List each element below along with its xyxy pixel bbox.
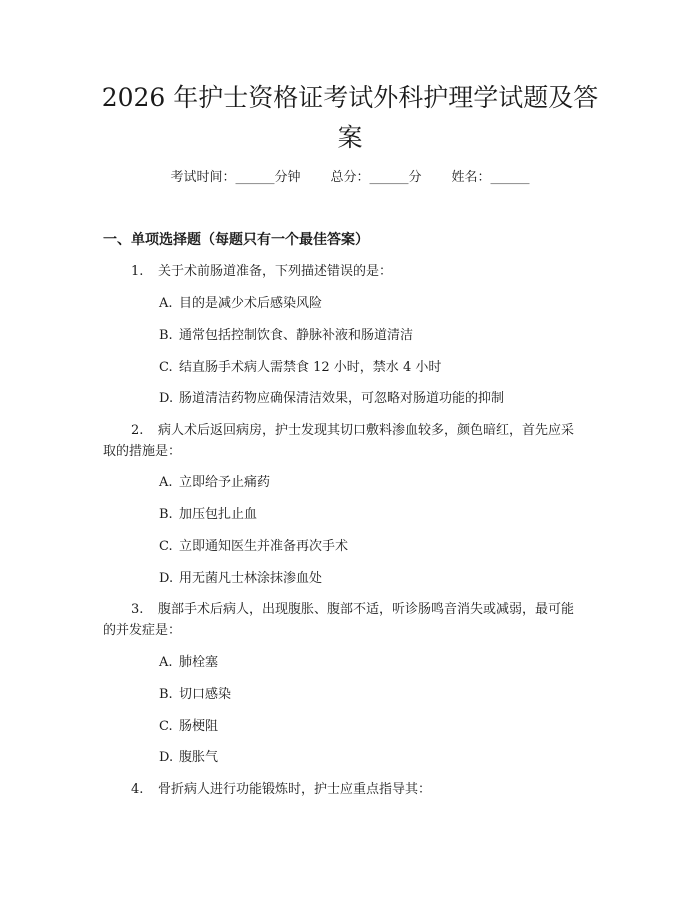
option-text: 切口感染 xyxy=(179,687,232,702)
option-text: 肠梗阻 xyxy=(179,719,219,734)
option-letter: A. xyxy=(159,475,173,490)
option-text: 立即通知医生并准备再次手术 xyxy=(179,539,349,554)
question-number: 4. xyxy=(131,782,144,797)
option-3a xyxy=(159,653,218,673)
question-text: 腹部手术后病人，出现腹胀、腹部不适，听诊肠鸣音消失或减弱，最可能 xyxy=(158,602,575,617)
option-letter: B. xyxy=(159,687,173,702)
total-score-label: 总分： xyxy=(330,170,370,185)
option-letter: B. xyxy=(159,507,173,522)
question-text: 关于术前肠道准备，下列描述错误的是： xyxy=(158,264,393,279)
option-text: 目的是减少术后感染风险 xyxy=(179,296,323,311)
question-2 xyxy=(131,421,574,441)
option-letter: D. xyxy=(159,391,174,406)
option-letter: C. xyxy=(159,360,173,375)
option-2b xyxy=(159,505,257,525)
option-text: 结直肠手术病人需禁食 12 小时，禁水 4 小时 xyxy=(179,360,442,375)
question-4 xyxy=(131,780,431,800)
option-text: 通常包括控制饮食、静脉补液和肠道清洁 xyxy=(179,328,414,343)
option-letter: C. xyxy=(159,719,173,734)
option-letter: B. xyxy=(159,328,173,343)
exam-time-label: 考试时间： xyxy=(170,170,236,185)
option-3d xyxy=(159,748,218,768)
question-1 xyxy=(131,262,392,282)
option-2c xyxy=(159,537,348,557)
option-3c xyxy=(159,717,218,737)
title-line-2: 案 xyxy=(337,123,363,152)
option-1a xyxy=(159,294,322,314)
title-line-1: 2026 年护士资格证考试外科护理学试题及答 xyxy=(101,83,599,112)
option-letter: A. xyxy=(159,655,173,670)
document-title xyxy=(70,78,630,158)
option-2d xyxy=(159,569,322,589)
question-3-continuation: 的并发症是： xyxy=(103,623,182,638)
total-score-unit: 分 xyxy=(408,170,422,185)
question-2-continuation: 取的措施是： xyxy=(103,444,182,459)
option-text: 腹胀气 xyxy=(179,750,219,765)
option-text: 肠道清洁药物应确保清洁效果，可忽略对肠道功能的抑制 xyxy=(179,391,505,406)
question-text: 骨折病人进行功能锻炼时，护士应重点指导其： xyxy=(158,782,432,797)
option-1b xyxy=(159,326,413,346)
section-heading: 一、单项选择题（每题只有一个最佳答案） xyxy=(103,232,369,248)
question-number: 2. xyxy=(131,423,144,438)
option-text: 加压包扎止血 xyxy=(179,507,258,522)
name-label: 姓名： xyxy=(451,170,491,185)
question-number: 3. xyxy=(131,602,144,617)
option-text: 立即给予止痛药 xyxy=(179,475,271,490)
question-text: 病人术后返回病房，护士发现其切口敷料渗血较多，颜色暗红，首先应采 xyxy=(158,423,575,438)
option-2a xyxy=(159,473,270,493)
exam-time-blank: ______ xyxy=(235,170,275,185)
total-score-blank: ______ xyxy=(369,170,409,185)
exam-info xyxy=(0,168,700,188)
question-number: 1. xyxy=(131,264,144,279)
exam-time-unit: 分钟 xyxy=(274,170,301,185)
name-blank: ______ xyxy=(490,170,530,185)
question-3 xyxy=(131,600,574,620)
option-1c xyxy=(159,358,441,378)
option-letter: C. xyxy=(159,539,173,554)
option-letter: D. xyxy=(159,571,174,586)
option-letter: A. xyxy=(159,296,173,311)
option-3b xyxy=(159,685,231,705)
option-text: 肺栓塞 xyxy=(179,655,219,670)
option-1d xyxy=(159,389,504,409)
option-text: 用无菌凡士林涂抹渗血处 xyxy=(179,571,323,586)
option-letter: D. xyxy=(159,750,174,765)
